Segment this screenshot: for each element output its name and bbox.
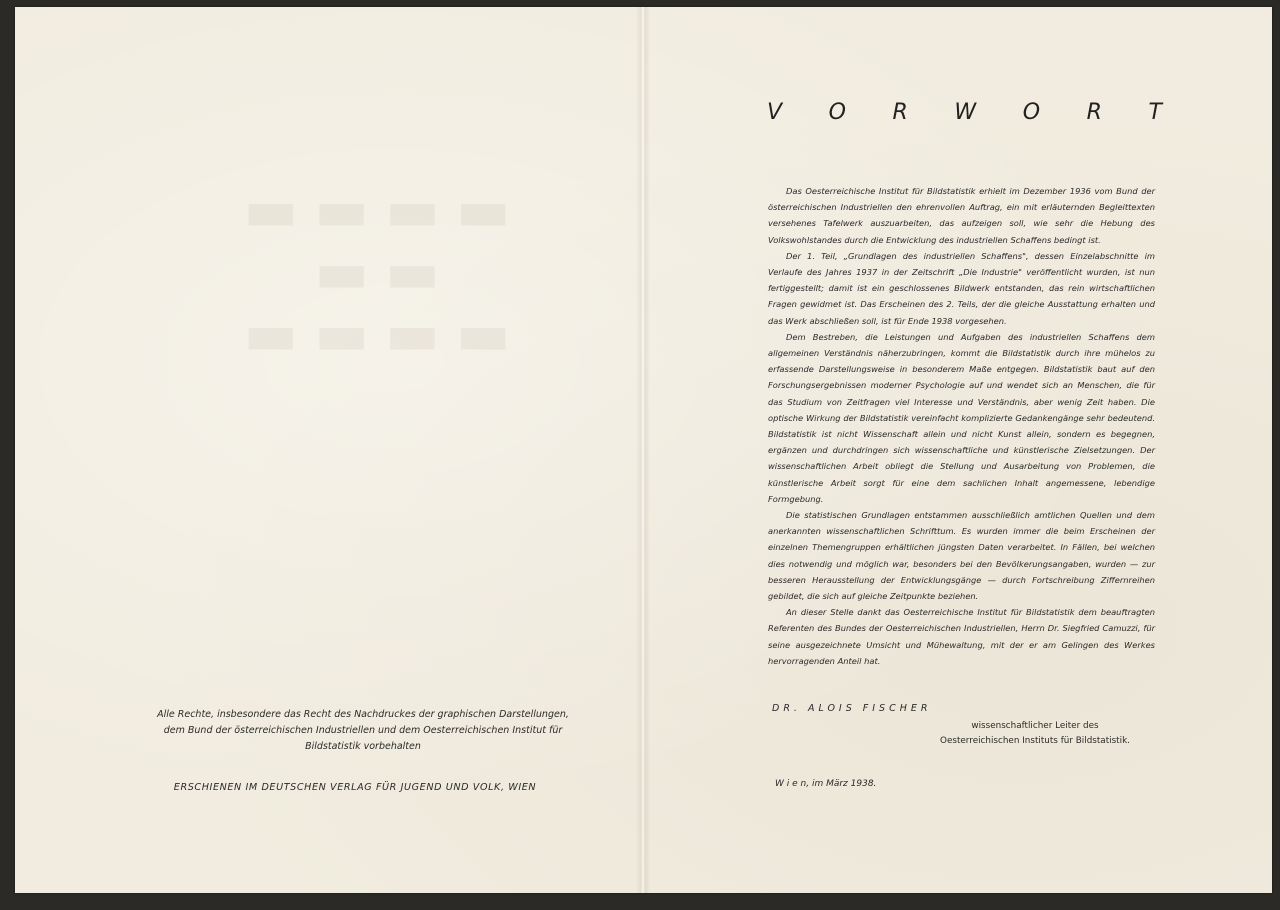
title-letter: O <box>828 100 846 125</box>
rights-notice: Alle Rechte, insbesondere das Recht des Nachdruckes der graphischen Darstellungen, dem Bund der österreichischen Industriellen und dem Oesterreichischen Institut für Bildstatistik vorbehalten <box>157 709 569 752</box>
publisher-line: ERSCHIENEN IM DEUTSCHEN VERLAG FÜR JUGEND UND VOLK, WIEN <box>173 782 537 793</box>
foreword-paragraph-4: Die statistischen Grundlagen entstammen ausschließlich amtlichen Quellen und dem anerkannten wissenschaftlichen Schrifttum. Es wurden immer die beim Erscheinen der einzelnen Themengruppen erhältlichen jüngsten Daten verarbeitet. In Fällen, bei welchen dies notwendig und möglich war, besonders bei den Bevölkerungsangaben, wurden — zur besseren Herausstellung der Entwicklungsgänge — durch Fortschreibung Ziffernreihen gebildet, die sich auf gleiche Zeitpunkte beziehen. <box>768 510 1155 602</box>
page-title <box>767 100 1162 125</box>
title-letter: O <box>1022 100 1041 125</box>
left-page <box>15 7 639 893</box>
title-letter: W <box>954 100 977 125</box>
place-and-date: W i e n, im März 1938. <box>775 779 877 789</box>
foreword-body <box>768 183 1155 669</box>
open-booklet-sheet <box>15 7 1272 893</box>
signature-role <box>915 719 1155 749</box>
foreword-paragraph-2: Der 1. Teil, „Grundlagen des industriellen Schaffens", dessen Einzelabschnitte im Verlaufe des Jahres 1937 in der Zeitschrift „Die Industrie" veröffentlicht wurden, ist nun fertiggestellt; damit ist ein geschlossenes Bildwerk entstanden, das rein wirtschaftlichen Fragen gewidmet ist. Das Erscheinen des 2. Teils, der die gleiche Ausstattung erhalten und das Werk abschließen soll, ist für Ende 1938 vorgesehen. <box>768 250 1155 326</box>
title-letter: T <box>1148 100 1162 125</box>
signature-role-line-2: Oesterreichischen Instituts für Bildstatistik. <box>940 736 1130 746</box>
title-letter: R <box>1086 100 1102 125</box>
foreword-paragraph-5: An dieser Stelle dankt das Oesterreichische Institut für Bildstatistik dem beauftragten Referenten des Bundes der Oesterreichischen Industriellen, Herrn Dr. Siegfried Camuzzi, für seine ausgezeichnete Umsicht und Mühewaltung, mit der er am Gelingen des Werkes hervorragenden Anteil hat. <box>768 607 1155 666</box>
show-through-title-watermark: ▬▬▬▬ ▬▬ ▬▬▬▬ <box>243 176 527 368</box>
signature-role-line-1: wissenschaftlicher Leiter des <box>971 721 1099 731</box>
signature-name: DR. ALOIS FISCHER <box>772 703 932 714</box>
title-letter: V <box>767 100 783 125</box>
right-page <box>645 7 1272 893</box>
title-letter: R <box>892 100 908 125</box>
foreword-paragraph-1: Das Oesterreichische Institut für Bildstatistik erhielt im Dezember 1936 vom Bund der österreichischen Industriellen den ehrenvollen Auftrag, ein mit erläuternden Begleittexten versehenes Tafelwerk auszuarbeiten, das aufzeigen soll, wie sehr die Hebung des Volkswohlstandes durch die Entwicklung des industriellen Schaffens bedingt ist. <box>768 186 1155 245</box>
foreword-paragraph-3: Dem Bestreben, die Leistungen und Aufgaben des industriellen Schaffens dem allgemeinen Verständnis näherzubringen, kommt die Bildstatistik durch ihre mühelos zu erfassende Darstellungsweise in besonderem Maße entgegen. Bildstatistik baut auf den Forschungsergebnissen moderner Psychologie auf und wendet sich an Menschen, die für das Studium von Zeitfragen viel Interesse und Verständnis, aber wenig Zeit haben. Die optische Wirkung der Bildstatistik vereinfacht komplizierte Gedankengänge sehr bedeutend. Bildstatistik ist nicht Wissenschaft allein und nicht Kunst allein, sondern es begegnen, ergänzen und durchdringen sich wissenschaftliche und künstlerische Zielsetzungen. Der wissenschaftlichen Arbeit obliegt die Stellung und Ausarbeitung von Problemen, die künstlerische Arbeit sorgt für eine dem sachlichen Inhalt angemessene, lebendige Formgebung. <box>768 331 1155 504</box>
